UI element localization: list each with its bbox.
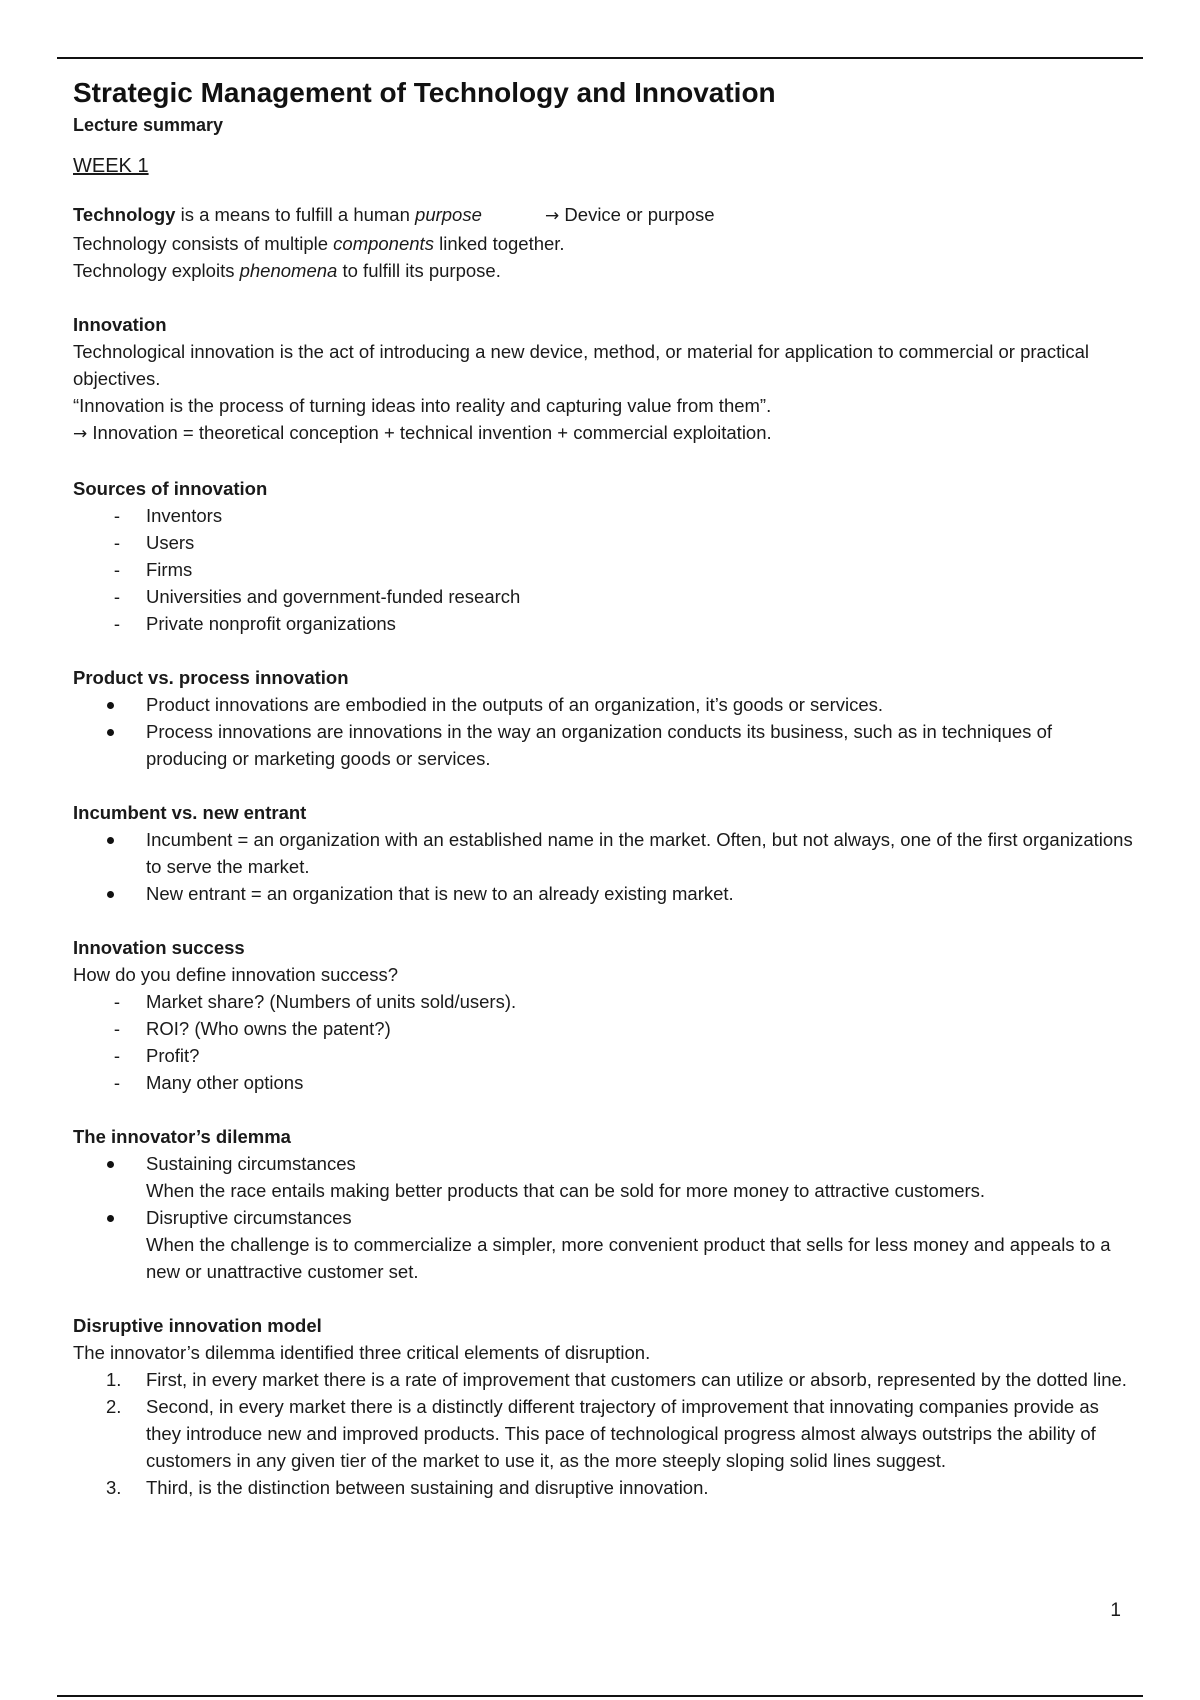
components-term: components	[333, 233, 434, 254]
dilemma-description: When the race entails making better products that can be sold for more money to attractive customers.	[146, 1180, 986, 1201]
list-item	[73, 556, 1135, 583]
sources-list	[73, 502, 1135, 637]
list-item-text: Inventors	[146, 505, 223, 526]
document-title: Strategic Management of Technology and Innovation	[73, 77, 776, 108]
innovation-definition: Technological innovation is the act of introducing a new device, method, or material for application to commercial or practical objectives.	[73, 341, 1089, 389]
dash-marker: -	[113, 1045, 121, 1066]
right-arrow-icon: →	[73, 424, 88, 444]
list-item	[73, 1150, 1135, 1204]
dash-marker: -	[113, 991, 121, 1012]
list-item-text: Incumbent = an organization with an established name in the market. Often, but not always, one of the first organizations to serve the market.	[146, 829, 1133, 877]
device-or-purpose-note	[545, 201, 715, 230]
success-intro: How do you define innovation success?	[73, 964, 398, 985]
list-item	[73, 1204, 1135, 1285]
list-item	[73, 1393, 1135, 1474]
bullet-icon	[107, 1161, 114, 1168]
technology-line-3-a: Technology exploits	[73, 260, 240, 281]
bullet-icon	[107, 891, 114, 898]
list-item-text: Third, is the distinction between sustaining and disruptive innovation.	[146, 1477, 709, 1498]
incumbent-heading: Incumbent vs. new entrant	[73, 802, 307, 823]
list-item	[73, 1042, 1135, 1069]
list-item-text: Second, in every market there is a distinctly different trajectory of improvement that innovating companies provide as they introduce new and improved products. This pace of technological progress almost always outstrips the ability of customers in any given tier of the market to use it, as the more steeply sloping solid lines suggest.	[146, 1396, 1099, 1471]
technology-line-3-b: to fulfill its purpose.	[337, 260, 501, 281]
product-process-heading: Product vs. process innovation	[73, 667, 349, 688]
dash-marker: -	[113, 613, 121, 634]
dilemma-description: When the challenge is to commercialize a simpler, more convenient product that sells for less money and appeals to a new or unattractive customer set.	[146, 1234, 1111, 1282]
technology-line-2	[73, 230, 1135, 257]
bullet-icon	[107, 837, 114, 844]
disruptive-model-heading: Disruptive innovation model	[73, 1315, 322, 1336]
list-item	[73, 502, 1135, 529]
list-number: 2.	[106, 1396, 122, 1417]
bottom-rule	[57, 1695, 1143, 1697]
disruptive-model-section	[73, 1312, 1135, 1501]
innovation-formula	[73, 419, 1135, 448]
product-process-section	[73, 664, 1135, 772]
list-item	[73, 610, 1135, 637]
list-item-text: Product innovations are embodied in the outputs of an organization, it’s goods or services.	[146, 694, 884, 715]
innovation-section	[73, 311, 1135, 448]
list-item-text: Firms	[146, 559, 193, 580]
list-item	[73, 691, 1135, 718]
list-item-text: Market share? (Numbers of units sold/users).	[146, 991, 517, 1012]
purpose-term: purpose	[415, 204, 482, 225]
list-item-text: New entrant = an organization that is new to an already existing market.	[146, 883, 734, 904]
technology-line-3	[73, 257, 1135, 284]
technology-term: Technology	[73, 204, 176, 225]
bullet-icon	[107, 702, 114, 709]
product-process-list	[73, 691, 1135, 772]
technology-line-2-b: linked together.	[433, 233, 565, 254]
top-rule	[57, 57, 1143, 59]
dilemma-label: Disruptive circumstances	[146, 1207, 352, 1228]
incumbent-section	[73, 799, 1135, 907]
dilemma-list	[73, 1150, 1135, 1285]
dilemma-section	[73, 1123, 1135, 1285]
page-number: 1	[1110, 1600, 1121, 1621]
phenomena-term: phenomena	[239, 260, 338, 281]
list-item	[73, 988, 1135, 1015]
dash-marker: -	[113, 559, 121, 580]
week-heading: WEEK 1	[73, 155, 149, 177]
success-section	[73, 934, 1135, 1096]
list-item-text: ROI? (Who owns the patent?)	[146, 1018, 391, 1039]
disruptive-model-intro: The innovator’s dilemma identified three critical elements of disruption.	[73, 1342, 651, 1363]
success-heading: Innovation success	[73, 937, 245, 958]
incumbent-list	[73, 826, 1135, 907]
sources-heading: Sources of innovation	[73, 478, 268, 499]
success-list	[73, 988, 1135, 1096]
list-item	[73, 1069, 1135, 1096]
list-item-text: Many other options	[146, 1072, 304, 1093]
list-item	[73, 1474, 1135, 1501]
page-content	[73, 74, 1135, 1501]
dash-marker: -	[113, 1018, 121, 1039]
dash-marker: -	[113, 1072, 121, 1093]
list-item-text: Universities and government-funded research	[146, 586, 521, 607]
innovation-heading: Innovation	[73, 314, 167, 335]
dilemma-heading: The innovator’s dilemma	[73, 1126, 291, 1147]
disruptive-model-list	[73, 1366, 1135, 1501]
list-number: 1.	[106, 1369, 122, 1390]
technology-section	[73, 201, 1135, 284]
list-item-text: Profit?	[146, 1045, 200, 1066]
bullet-icon	[107, 1215, 114, 1222]
list-item-text: Users	[146, 532, 195, 553]
dash-marker: -	[113, 532, 121, 553]
innovation-quote: “Innovation is the process of turning ideas into reality and capturing value from them”.	[73, 395, 772, 416]
list-item-text: Process innovations are innovations in the way an organization conducts its business, such as in techniques of producing or marketing goods or services.	[146, 721, 1053, 769]
list-item	[73, 718, 1135, 772]
list-item	[73, 529, 1135, 556]
right-arrow-icon: →	[545, 206, 560, 226]
device-or-purpose-text: Device or purpose	[559, 204, 715, 225]
list-item-text: First, in every market there is a rate of improvement that customers can utilize or absorb, represented by the dotted line.	[146, 1369, 1127, 1390]
list-item	[73, 1015, 1135, 1042]
list-item-text: Private nonprofit organizations	[146, 613, 396, 634]
technology-line-1	[73, 201, 1135, 230]
list-item	[73, 880, 1135, 907]
dash-marker: -	[113, 586, 121, 607]
dilemma-label: Sustaining circumstances	[146, 1153, 356, 1174]
technology-line-1-text: is a means to fulfill a human	[175, 204, 416, 225]
dash-marker: -	[113, 505, 121, 526]
document-subtitle: Lecture summary	[73, 115, 224, 135]
sources-section	[73, 475, 1135, 637]
technology-line-2-a: Technology consists of multiple	[73, 233, 334, 254]
bullet-icon	[107, 729, 114, 736]
innovation-formula-text: Innovation = theoretical conception + technical invention + commercial exploitation.	[87, 422, 772, 443]
list-item	[73, 583, 1135, 610]
list-item	[73, 826, 1135, 880]
list-number: 3.	[106, 1477, 122, 1498]
list-item	[73, 1366, 1135, 1393]
